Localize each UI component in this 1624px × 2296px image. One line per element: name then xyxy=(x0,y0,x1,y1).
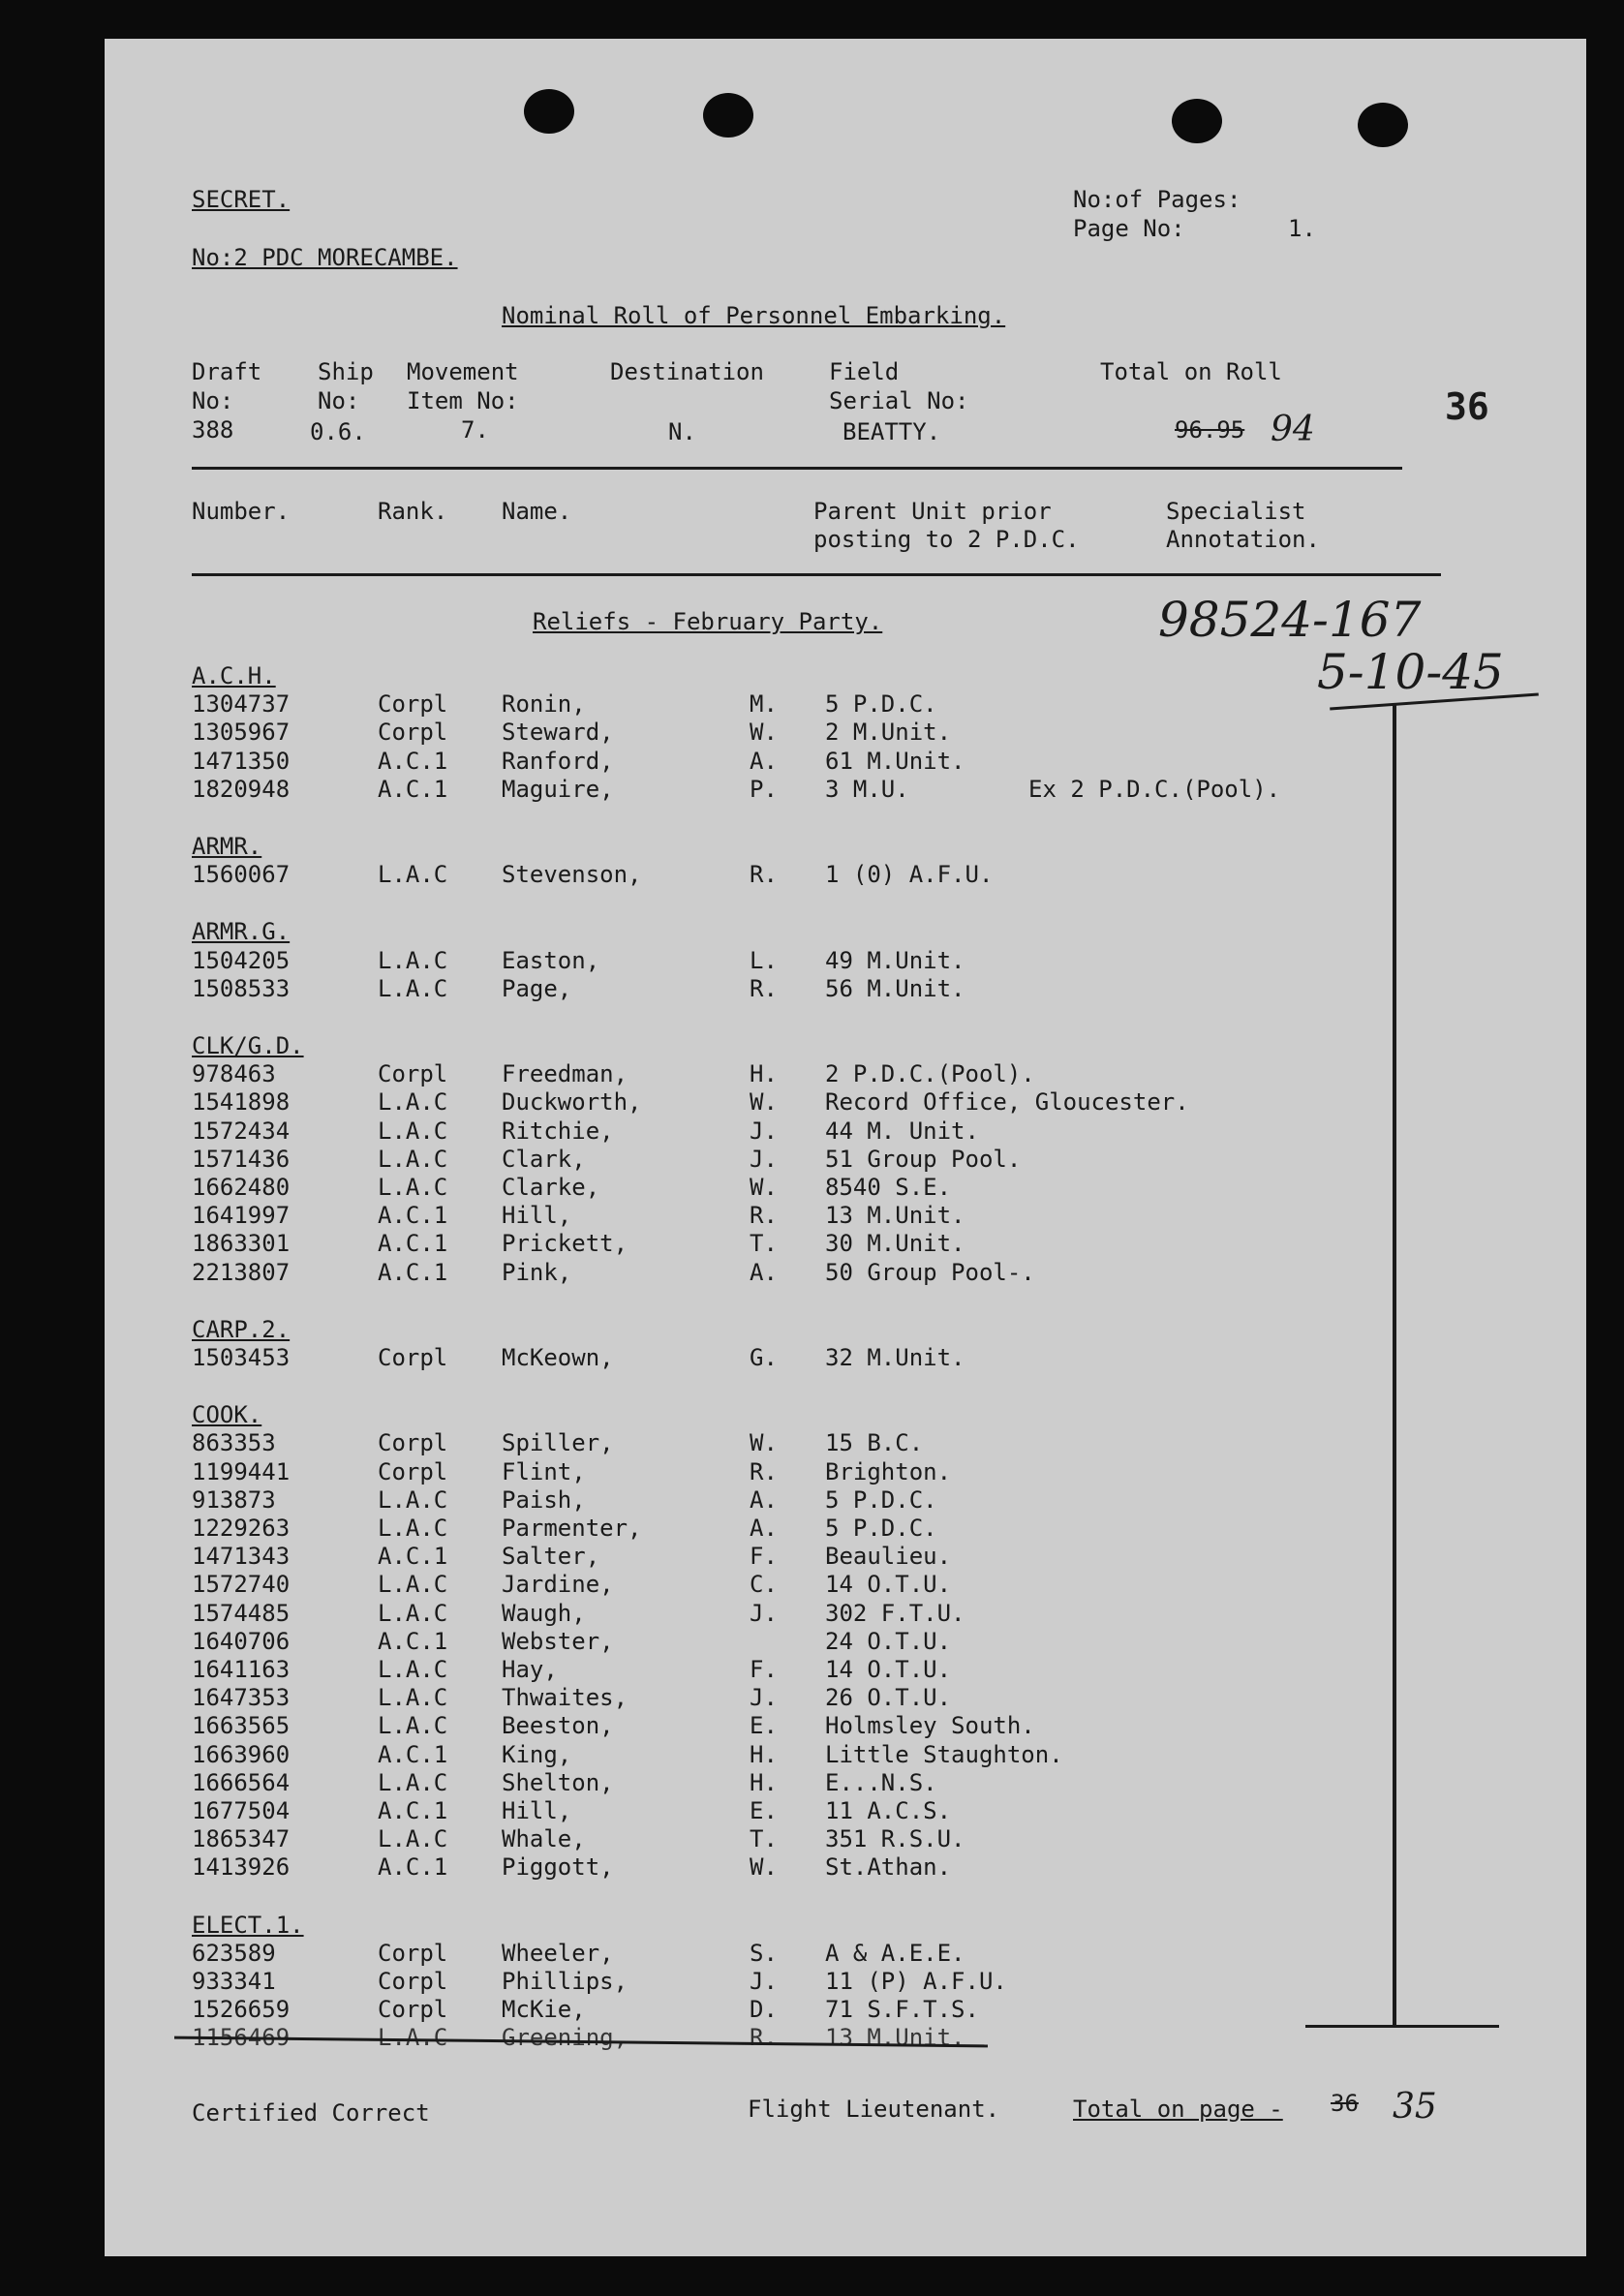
rank: L.A.C xyxy=(378,974,448,1002)
surname: Clark, xyxy=(502,1145,586,1173)
initial: J. xyxy=(750,1145,778,1173)
parent-unit: 30 M.Unit. xyxy=(825,1230,965,1258)
initial: J. xyxy=(750,1117,778,1145)
surname: Greening, xyxy=(502,2024,628,2052)
parent-unit: Beaulieu. xyxy=(825,1543,952,1571)
rank: Corpl xyxy=(378,690,448,719)
bracket-foot xyxy=(1305,2025,1499,2028)
rank: L.A.C xyxy=(378,1571,448,1599)
service-number: 863353 xyxy=(192,1429,276,1457)
rank: Corpl xyxy=(378,1060,448,1088)
surname: Flint, xyxy=(502,1457,586,1485)
service-number: 1413926 xyxy=(192,1853,291,1882)
service-number: 2213807 xyxy=(192,1258,291,1286)
parent-unit: 5 P.D.C. xyxy=(825,1485,937,1514)
parent-unit: 1 (0) A.F.U. xyxy=(825,861,994,889)
rank: Corpl xyxy=(378,1968,448,1995)
initial: A. xyxy=(750,747,778,775)
parent-unit: A & A.E.E. xyxy=(825,1939,965,1967)
punch-hole xyxy=(1172,99,1222,143)
rank: Corpl xyxy=(378,1429,448,1457)
initial: G. xyxy=(750,1344,778,1371)
certified-label: Certified Correct xyxy=(192,2099,430,2127)
initial: J. xyxy=(750,1599,778,1627)
initial: H. xyxy=(750,1740,778,1768)
surname: Spiller, xyxy=(502,1429,614,1457)
page-number-value: 1. xyxy=(1288,215,1316,242)
service-number: 1199441 xyxy=(192,1457,291,1485)
surname: Phillips, xyxy=(502,1968,628,1995)
service-number: 1156469 xyxy=(192,2024,291,2052)
rank: Corpl xyxy=(378,1939,448,1967)
surname: Waugh, xyxy=(502,1599,586,1627)
surname: Ritchie, xyxy=(502,1117,614,1145)
movement-label: Movement xyxy=(407,358,519,385)
col-name: Name. xyxy=(502,498,572,525)
destination-value: N. xyxy=(668,418,696,445)
initial: R. xyxy=(750,974,778,1002)
surname: Stevenson, xyxy=(502,861,642,889)
service-number: 1526659 xyxy=(192,1996,291,2024)
trade-group-title: ELECT.1. xyxy=(192,1911,304,1939)
initial: R. xyxy=(750,1202,778,1230)
col-specialist-2: Annotation. xyxy=(1166,526,1320,553)
surname: King, xyxy=(502,1740,572,1768)
initial: W. xyxy=(750,719,778,747)
rank: L.A.C xyxy=(378,1656,448,1683)
rank: L.A.C xyxy=(378,1485,448,1514)
surname: Piggott, xyxy=(502,1853,614,1882)
parent-unit: 2 P.D.C.(Pool). xyxy=(825,1060,1035,1088)
initial: S. xyxy=(750,1939,778,1967)
rank: A.C.1 xyxy=(378,1202,448,1230)
draft-label-no: No: xyxy=(192,387,234,414)
initial: R. xyxy=(750,1457,778,1485)
rank: L.A.C xyxy=(378,1599,448,1627)
movement-value: 7. xyxy=(461,416,489,444)
total-on-roll-label: Total on Roll xyxy=(1100,358,1282,385)
rank: A.C.1 xyxy=(378,1258,448,1286)
total-on-page-label: Total on page - xyxy=(1073,2096,1283,2123)
service-number: 1504205 xyxy=(192,946,291,974)
service-number: 1666564 xyxy=(192,1768,291,1796)
parent-unit: 14 O.T.U. xyxy=(825,1571,952,1599)
movement-item-label: Item No: xyxy=(407,387,519,414)
initial: A. xyxy=(750,1258,778,1286)
surname: Whale, xyxy=(502,1825,586,1853)
page-number-label: Page No: xyxy=(1073,215,1185,242)
rank: A.C.1 xyxy=(378,775,448,803)
col-specialist: Specialist xyxy=(1166,498,1306,525)
service-number: 1820948 xyxy=(192,775,291,803)
initial: W. xyxy=(750,1429,778,1457)
parent-unit: 71 S.F.T.S. xyxy=(825,1996,979,2024)
parent-unit: 61 M.Unit. xyxy=(825,747,965,775)
surname: Jardine, xyxy=(502,1571,614,1599)
parent-unit: 302 F.T.U. xyxy=(825,1599,965,1627)
initial: E. xyxy=(750,1712,778,1740)
total-struck: 96.95 xyxy=(1175,416,1245,444)
trade-group-title: ARMR.G. xyxy=(192,918,291,946)
surname: McKie, xyxy=(502,1996,586,2024)
service-number: 1572434 xyxy=(192,1117,291,1145)
service-number: 1863301 xyxy=(192,1230,291,1258)
service-number: 1229263 xyxy=(192,1515,291,1542)
initial: P. xyxy=(750,775,778,803)
parent-unit: 24 O.T.U. xyxy=(825,1627,952,1655)
parent-unit: 5 P.D.C. xyxy=(825,1515,937,1542)
initial: H. xyxy=(750,1060,778,1088)
document-page xyxy=(105,39,1586,2256)
rank: L.A.C xyxy=(378,1145,448,1173)
pages-label: No:of Pages: xyxy=(1073,186,1241,213)
rank: L.A.C xyxy=(378,1088,448,1117)
service-number: 1471350 xyxy=(192,747,291,775)
punch-hole xyxy=(703,93,753,138)
surname: Steward, xyxy=(502,719,614,747)
specialist-annotation: Ex 2 P.D.C.(Pool). xyxy=(1028,775,1281,803)
service-number: 933341 xyxy=(192,1968,276,1995)
officer-rank: Flight Lieutenant. xyxy=(748,2096,1000,2123)
initial: A. xyxy=(750,1515,778,1542)
service-number: 1677504 xyxy=(192,1797,291,1824)
parent-unit: St.Athan. xyxy=(825,1853,952,1882)
surname: Easton, xyxy=(502,946,600,974)
rank: L.A.C xyxy=(378,1117,448,1145)
handwritten-reference: 98524-167 xyxy=(1158,592,1422,648)
parent-unit: 2 M.Unit. xyxy=(825,719,952,747)
parent-unit: E...N.S. xyxy=(825,1768,937,1796)
draft-label: Draft xyxy=(192,358,262,385)
parent-unit: 351 R.S.U. xyxy=(825,1825,965,1853)
parent-unit: Brighton. xyxy=(825,1457,952,1485)
surname: Parmenter, xyxy=(502,1515,642,1542)
rank: A.C.1 xyxy=(378,747,448,775)
surname: Duckworth, xyxy=(502,1088,642,1117)
surname: Pink, xyxy=(502,1258,572,1286)
parent-unit: 51 Group Pool. xyxy=(825,1145,1022,1173)
security-classification: SECRET. xyxy=(192,186,291,213)
service-number: 1647353 xyxy=(192,1684,291,1712)
surname: Thwaites, xyxy=(502,1684,628,1712)
rank: L.A.C xyxy=(378,861,448,889)
initial: M. xyxy=(750,690,778,719)
initial: F. xyxy=(750,1656,778,1683)
service-number: 1640706 xyxy=(192,1627,291,1655)
rank: A.C.1 xyxy=(378,1230,448,1258)
parent-unit: 3 M.U. xyxy=(825,775,909,803)
parent-unit: 49 M.Unit. xyxy=(825,946,965,974)
initial: E. xyxy=(750,1797,778,1824)
rank: L.A.C xyxy=(378,1825,448,1853)
surname: Hay, xyxy=(502,1656,558,1683)
parent-unit: 56 M.Unit. xyxy=(825,974,965,1002)
rank: A.C.1 xyxy=(378,1543,448,1571)
total-handwritten: 94 xyxy=(1271,410,1315,449)
margin-bracket xyxy=(1393,705,1396,2027)
surname: Ranford, xyxy=(502,747,614,775)
rank: A.C.1 xyxy=(378,1740,448,1768)
parent-unit: 13 M.Unit. xyxy=(825,1202,965,1230)
rank: A.C.1 xyxy=(378,1627,448,1655)
rank: L.A.C xyxy=(378,946,448,974)
surname: Salter, xyxy=(502,1543,600,1571)
initial: C. xyxy=(750,1571,778,1599)
parent-unit: 50 Group Pool-. xyxy=(825,1258,1035,1286)
service-number: 1574485 xyxy=(192,1599,291,1627)
trade-group-title: COOK. xyxy=(192,1401,262,1429)
initial: J. xyxy=(750,1684,778,1712)
columns-rule xyxy=(192,573,1441,576)
surname: Clarke, xyxy=(502,1174,600,1201)
field-serial-label: Serial No: xyxy=(829,387,969,414)
rank: L.A.C xyxy=(378,2024,448,2052)
trade-group-title: ARMR. xyxy=(192,833,262,860)
parent-unit: Holmsley South. xyxy=(825,1712,1035,1740)
initial: F. xyxy=(750,1543,778,1571)
surname: Hill, xyxy=(502,1202,572,1230)
rank: L.A.C xyxy=(378,1174,448,1201)
initial: W. xyxy=(750,1088,778,1117)
service-number: 1560067 xyxy=(192,861,291,889)
service-number: 1663565 xyxy=(192,1712,291,1740)
field-label: Field xyxy=(829,358,900,385)
surname: Freedman, xyxy=(502,1060,628,1088)
initial: A. xyxy=(750,1485,778,1514)
service-number: 1571436 xyxy=(192,1145,291,1173)
surname: Webster, xyxy=(502,1627,614,1655)
surname: Wheeler, xyxy=(502,1939,614,1967)
rank: L.A.C xyxy=(378,1515,448,1542)
service-number: 1305967 xyxy=(192,719,291,747)
parent-unit: Record Office, Gloucester. xyxy=(825,1088,1189,1117)
ship-label-no: No: xyxy=(318,387,360,414)
service-number: 913873 xyxy=(192,1485,276,1514)
rank: L.A.C xyxy=(378,1712,448,1740)
surname: Page, xyxy=(502,974,572,1002)
punch-hole xyxy=(524,89,574,134)
initial: T. xyxy=(750,1825,778,1853)
initial: D. xyxy=(750,1996,778,2024)
unit-name: No:2 PDC MORECAMBE. xyxy=(192,244,458,271)
rank: Corpl xyxy=(378,1344,448,1371)
punch-hole xyxy=(1358,103,1408,147)
service-number: 1663960 xyxy=(192,1740,291,1768)
parent-unit: 11 (P) A.F.U. xyxy=(825,1968,1007,1995)
parent-unit: 26 O.T.U. xyxy=(825,1684,952,1712)
trade-group-title: CARP.2. xyxy=(192,1315,291,1343)
parent-unit: 14 O.T.U. xyxy=(825,1656,952,1683)
service-number: 623589 xyxy=(192,1939,276,1967)
parent-unit: 13 M.Unit. xyxy=(825,2024,965,2052)
initial: R. xyxy=(750,2024,778,2052)
service-number: 1503453 xyxy=(192,1344,291,1371)
surname: Shelton, xyxy=(502,1768,614,1796)
field-serial-value: BEATTY. xyxy=(843,418,941,445)
surname: Ronin, xyxy=(502,690,586,719)
initial: W. xyxy=(750,1853,778,1882)
col-parent-unit: Parent Unit prior xyxy=(813,498,1052,525)
service-number: 1572740 xyxy=(192,1571,291,1599)
destination-label: Destination xyxy=(610,358,764,385)
document-title: Nominal Roll of Personnel Embarking. xyxy=(502,302,1006,329)
parent-unit: Little Staughton. xyxy=(825,1740,1063,1768)
parent-unit: 15 B.C. xyxy=(825,1429,924,1457)
ship-value: 0.6. xyxy=(310,418,366,445)
rank: L.A.C xyxy=(378,1768,448,1796)
draft-value: 388 xyxy=(192,416,234,444)
initial: L. xyxy=(750,946,778,974)
rank: A.C.1 xyxy=(378,1797,448,1824)
header-rule xyxy=(192,467,1402,470)
rank: Corpl xyxy=(378,1996,448,2024)
col-rank: Rank. xyxy=(378,498,448,525)
initial: W. xyxy=(750,1174,778,1201)
col-number: Number. xyxy=(192,498,291,525)
section-title: Reliefs - February Party. xyxy=(533,608,883,635)
rank: Corpl xyxy=(378,719,448,747)
parent-unit: 44 M. Unit. xyxy=(825,1117,979,1145)
service-number: 1471343 xyxy=(192,1543,291,1571)
service-number: 1641163 xyxy=(192,1656,291,1683)
rank: Corpl xyxy=(378,1457,448,1485)
initial: J. xyxy=(750,1968,778,1995)
roll-total-number: 36 xyxy=(1445,385,1489,428)
parent-unit: 11 A.C.S. xyxy=(825,1797,952,1824)
total-on-page-handwritten: 35 xyxy=(1393,2087,1437,2127)
service-number: 1541898 xyxy=(192,1088,291,1117)
surname: Prickett, xyxy=(502,1230,628,1258)
trade-group-title: A.C.H. xyxy=(192,662,276,689)
surname: Beeston, xyxy=(502,1712,614,1740)
handwritten-date: 5-10-45 xyxy=(1317,644,1504,700)
parent-unit: 32 M.Unit. xyxy=(825,1344,965,1371)
service-number: 1641997 xyxy=(192,1202,291,1230)
service-number: 1865347 xyxy=(192,1825,291,1853)
trade-group-title: CLK/G.D. xyxy=(192,1032,304,1059)
rank: A.C.1 xyxy=(378,1853,448,1882)
surname: Hill, xyxy=(502,1797,572,1824)
surname: Paish, xyxy=(502,1485,586,1514)
initial: R. xyxy=(750,861,778,889)
service-number: 1662480 xyxy=(192,1174,291,1201)
parent-unit: 8540 S.E. xyxy=(825,1174,952,1201)
service-number: 978463 xyxy=(192,1060,276,1088)
service-number: 1508533 xyxy=(192,974,291,1002)
surname: McKeown, xyxy=(502,1344,614,1371)
parent-unit: 5 P.D.C. xyxy=(825,690,937,719)
total-on-page-struck: 36 xyxy=(1331,2090,1359,2117)
surname: Maguire, xyxy=(502,775,614,803)
initial: T. xyxy=(750,1230,778,1258)
ship-label: Ship xyxy=(318,358,374,385)
initial: H. xyxy=(750,1768,778,1796)
col-parent-unit-2: posting to 2 P.D.C. xyxy=(813,526,1080,553)
service-number: 1304737 xyxy=(192,690,291,719)
rank: L.A.C xyxy=(378,1684,448,1712)
